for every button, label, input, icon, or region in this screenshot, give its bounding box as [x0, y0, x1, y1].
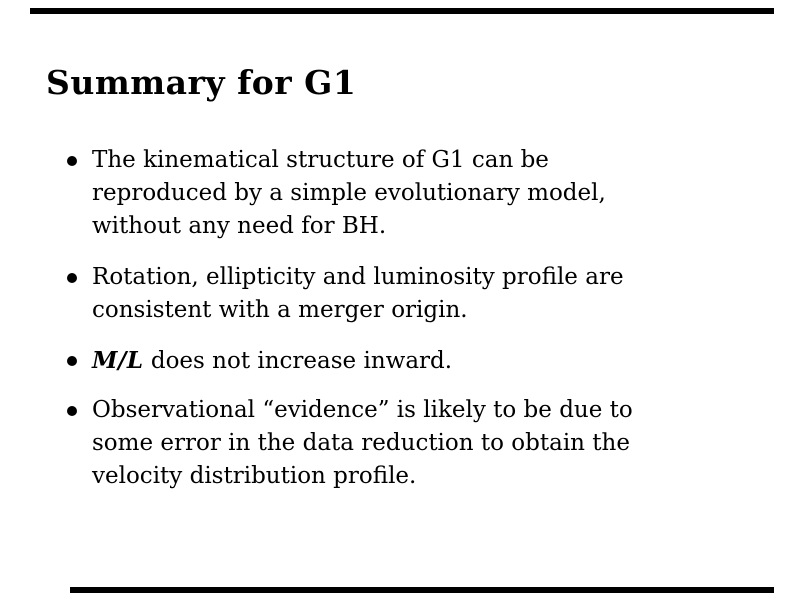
bullet-line: [92, 344, 746, 378]
bullet-line: The kinematical structure of G1 can be: [92, 147, 549, 173]
bullet-line-rest: does not increase inward.: [143, 348, 453, 374]
bullet-icon: [67, 156, 77, 166]
bullet-icon: [67, 406, 77, 416]
bullet-line: some error in the data reduction to obtain the: [92, 430, 630, 456]
bullet-item-4: [66, 394, 746, 493]
top-rule: [30, 8, 774, 14]
bullet-line: consistent with a merger origin.: [92, 297, 468, 323]
bullet-item-1: [66, 144, 746, 243]
slide-title: Summary for G1: [46, 63, 357, 102]
bullet-line: reproduced by a simple evolutionary model,: [92, 180, 606, 206]
bullet-line: Observational “evidence” is likely to be due to: [92, 397, 633, 423]
bullet-text: [92, 344, 746, 378]
bullet-text: [92, 394, 746, 493]
bullet-line: Rotation, ellipticity and luminosity profile are: [92, 264, 624, 290]
bullet-text: [92, 144, 746, 243]
bottom-rule: [70, 587, 774, 593]
bullet-line: without any need for BH.: [92, 213, 387, 239]
bullet-icon: [67, 356, 77, 366]
bullet-line: velocity distribution profile.: [92, 463, 417, 489]
bullet-item-3: [66, 344, 746, 378]
bullet-item-2: [66, 261, 746, 327]
math-ml-ratio: M/L: [92, 347, 144, 374]
bullet-text: [92, 261, 746, 327]
bullet-icon: [67, 273, 77, 283]
